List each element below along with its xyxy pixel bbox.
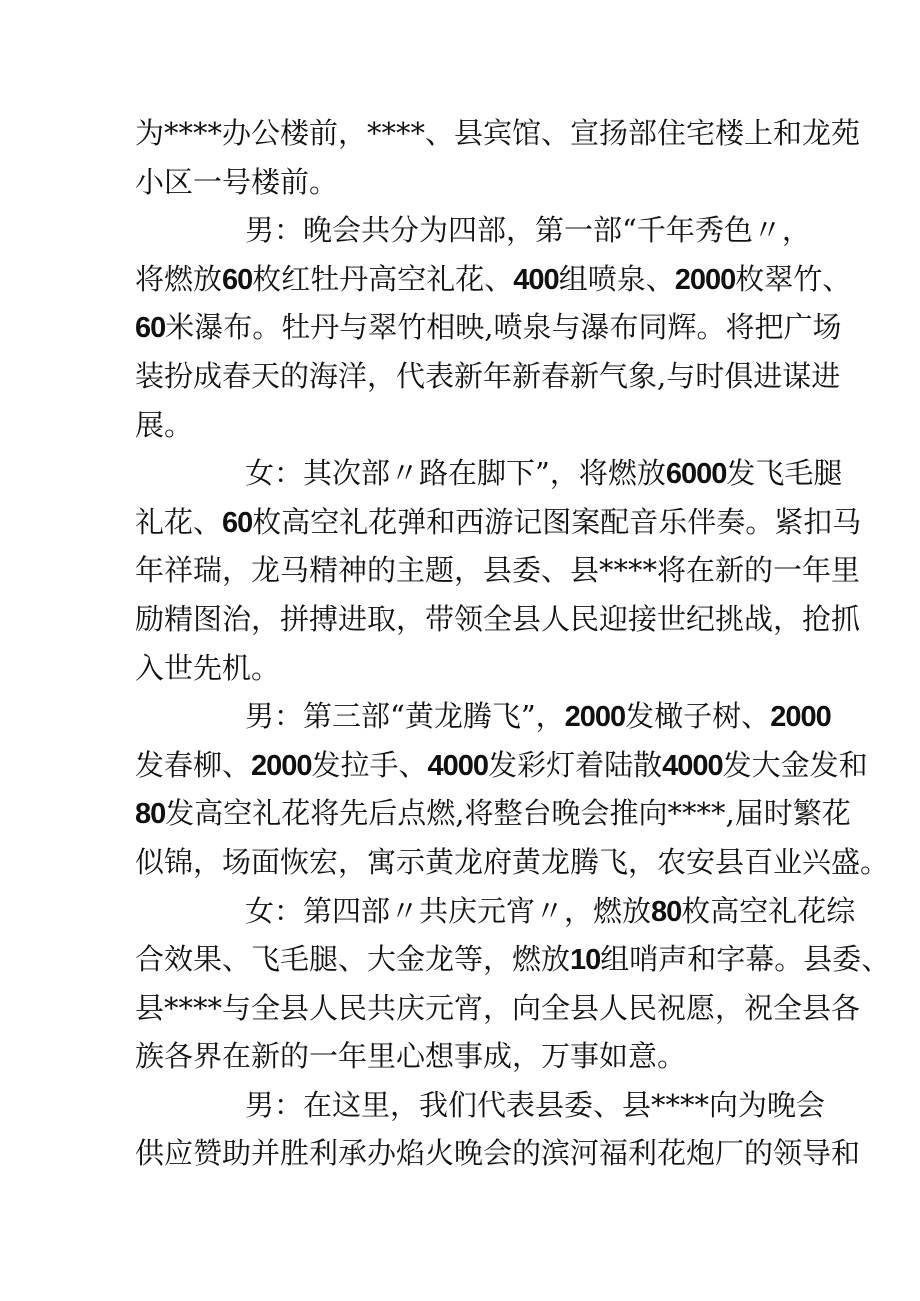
bold-number: 80 (651, 895, 682, 928)
text-run: 励精图治，拼搏进取，带领全县人民迎接世纪挑战，抢抓 (135, 601, 861, 636)
text-run: 礼花、 (135, 504, 223, 539)
bold-number: 6000 (665, 458, 727, 491)
text-run: 发拉手、 (311, 747, 428, 782)
text-run: 将燃放 (135, 261, 223, 296)
text-line (135, 109, 861, 158)
paragraph-first-line (135, 449, 843, 498)
text-line (135, 158, 805, 207)
text-line (135, 498, 862, 547)
paragraph-first-line (135, 887, 856, 936)
text-line (135, 935, 891, 984)
text-run: 枚红牡丹高空礼花、 (252, 261, 514, 296)
bold-number: 80 (135, 798, 166, 831)
text-run: 枚高空礼花综 (681, 893, 856, 928)
text-line (135, 255, 852, 304)
text-run: 枚高空礼花弹和西游记图案配音乐伴奏。紧扣马 (252, 504, 862, 539)
text-line (135, 1032, 805, 1081)
bold-number: 2000 (564, 701, 626, 734)
text-run: 年祥瑞，龙马精神的主题，县委、县****将在新的一年里 (135, 553, 861, 588)
bold-number: 4000 (662, 749, 723, 782)
text-run: 发高空礼花将先后点燃,将整台晚会推向****,届时繁花 (165, 796, 851, 831)
text-line (135, 1129, 861, 1178)
document-body (135, 109, 891, 1178)
paragraph-first-line (135, 206, 811, 255)
text-run: 女：其次部〃路在脚下”，将燃放 (245, 456, 666, 491)
text-run: 发橄子树、 (625, 699, 771, 734)
paragraph-first-line (135, 1081, 826, 1130)
text-run: 男：晚会共分为四部，第一部“千年秀色〃， (245, 213, 811, 248)
text-run: 女：第四部〃共庆元宵〃，燃放 (245, 893, 652, 928)
text-run: 似锦，场面恢宏，寓示黄龙府黄龙腾飞，农安县百业兴盛。 (135, 844, 890, 879)
text-run: 组哨声和字幕。县委、 (600, 942, 891, 977)
text-run: 米瀑布。牡丹与翠竹相映,喷泉与瀑布同辉。将把广场 (165, 310, 842, 345)
text-line (135, 546, 861, 595)
text-line (135, 789, 851, 838)
text-line (135, 984, 861, 1033)
text-run: 族各界在新的一年里心想事成，万事如意。 (135, 1039, 687, 1074)
text-line (135, 741, 868, 790)
text-line (135, 595, 861, 644)
text-run: 发春柳、 (135, 747, 252, 782)
text-run: 组喷泉、 (558, 261, 675, 296)
text-run: 枚翠竹、 (735, 261, 852, 296)
text-run: 发飞毛腿 (726, 456, 843, 491)
text-run: 发彩灯着陆散 (488, 747, 663, 782)
paragraph-first-line (135, 692, 831, 741)
text-run: 男：第三部“黄龙腾飞”， (245, 699, 565, 734)
text-line (135, 303, 842, 352)
bold-number: 4000 (427, 749, 489, 782)
text-line (135, 401, 805, 450)
text-run: 男：在这里，我们代表县委、县****向为晚会 (245, 1087, 826, 1122)
text-run: 县****与全县人民共庆元宵，向全县人民祝愿，祝全县各 (135, 990, 861, 1025)
text-run: 为****办公楼前，****、县宾馆、宣扬部住宅楼上和龙苑 (135, 116, 861, 150)
bold-number: 2000 (674, 263, 736, 296)
bold-number: 60 (222, 506, 253, 539)
bold-number: 60 (135, 312, 166, 345)
text-run: 合效果、飞毛腿、大金龙等，燃放 (135, 942, 571, 977)
bold-number: 10 (570, 944, 601, 977)
text-line (135, 644, 805, 693)
bold-number: 60 (222, 263, 253, 296)
bold-number: 2000 (251, 749, 312, 782)
bold-number: 2000 (770, 701, 831, 734)
bold-number: 400 (513, 263, 559, 296)
text-line (135, 838, 890, 887)
text-run: 入世先机。 (135, 650, 281, 685)
text-line (135, 352, 841, 401)
text-run: 供应赞助并胜利承办焰火晚会的滨河福利花炮厂的领导和 (135, 1136, 861, 1171)
text-run: 装扮成春天的海洋，代表新年新春新气象,与时俱进谋进 (135, 358, 841, 393)
text-run: 小区一号楼前。 (135, 164, 339, 199)
text-run: 发大金发和 (722, 747, 868, 782)
text-run: 展。 (135, 407, 194, 442)
